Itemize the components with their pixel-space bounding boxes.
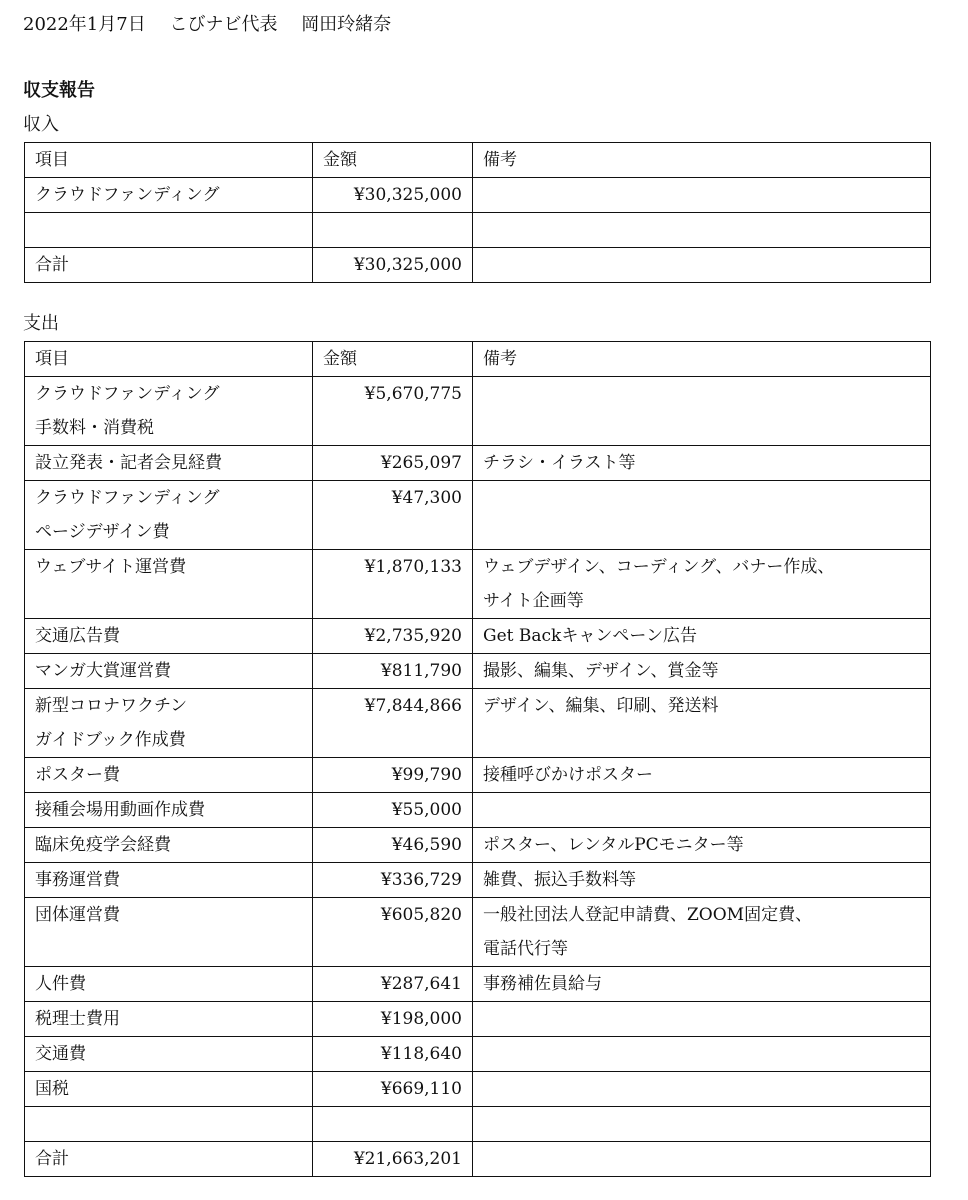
amount-cell-line: ¥47,300 — [391, 488, 462, 508]
item-cell-line: 手数料・消費税 — [35, 418, 154, 438]
amount-cell — [313, 446, 473, 481]
item-cell — [25, 654, 313, 689]
amount-cell — [313, 654, 473, 689]
note-cell-line: ポスター、レンタルPCモニター等 — [483, 835, 744, 855]
table-row — [25, 1002, 931, 1037]
table-row — [25, 481, 931, 550]
column-header-label: 備考 — [483, 150, 517, 170]
expense-table — [24, 341, 931, 1177]
note-cell-line — [483, 411, 920, 445]
item-cell — [25, 793, 313, 828]
report-title: 収支報告 — [23, 80, 95, 101]
expense-column-header — [313, 342, 473, 377]
note-cell-line — [483, 1107, 920, 1141]
table-row — [25, 967, 931, 1002]
table-row — [25, 446, 931, 481]
expense-column-header — [473, 342, 931, 377]
note-cell — [473, 1142, 931, 1177]
item-cell-line: ガイドブック作成費 — [35, 730, 186, 750]
note-cell-line — [483, 377, 920, 411]
table-row — [25, 213, 931, 248]
table-row — [25, 654, 931, 689]
item-cell — [25, 550, 313, 619]
table-row — [25, 1107, 931, 1142]
column-header-label: 金額 — [323, 150, 357, 170]
note-cell-line — [483, 481, 920, 515]
amount-cell — [313, 1002, 473, 1037]
table-row — [25, 550, 931, 619]
expense-column-header — [25, 342, 313, 377]
item-cell-line: 臨床免疫学会経費 — [35, 835, 171, 855]
item-cell — [25, 828, 313, 863]
table-row — [25, 863, 931, 898]
item-cell-line: 人件費 — [35, 974, 86, 994]
amount-cell-line: ¥5,670,775 — [364, 384, 462, 404]
amount-cell — [313, 248, 473, 283]
income-column-header — [25, 143, 313, 178]
item-cell-line: 団体運営費 — [35, 905, 120, 925]
note-cell-line: 電話代行等 — [483, 939, 568, 959]
organization-title: こびナビ代表 — [169, 14, 278, 35]
note-cell — [473, 898, 931, 967]
item-cell-line: 交通広告費 — [35, 626, 120, 646]
amount-cell-line — [323, 584, 462, 618]
amount-cell-line: ¥46,590 — [391, 835, 462, 855]
note-cell-line — [483, 1037, 920, 1071]
item-cell-line: 税理士費用 — [35, 1009, 120, 1029]
item-cell — [25, 689, 313, 758]
item-cell — [25, 213, 313, 248]
amount-cell-line: ¥265,097 — [380, 453, 462, 473]
column-header-label: 項目 — [35, 349, 69, 369]
note-cell — [473, 863, 931, 898]
amount-cell — [313, 793, 473, 828]
item-cell — [25, 1002, 313, 1037]
income-column-header — [473, 143, 931, 178]
note-cell — [473, 377, 931, 446]
table-row — [25, 828, 931, 863]
item-cell — [25, 446, 313, 481]
amount-cell-line: ¥30,325,000 — [353, 255, 462, 275]
income-table — [24, 142, 931, 283]
amount-cell-line: ¥30,325,000 — [353, 185, 462, 205]
item-cell — [25, 1072, 313, 1107]
amount-cell-line: ¥21,663,201 — [353, 1149, 462, 1169]
amount-cell-line: ¥605,820 — [380, 905, 462, 925]
income-section-title: 収入 — [23, 114, 59, 135]
item-cell — [25, 619, 313, 654]
expense-section-title: 支出 — [23, 313, 59, 334]
amount-cell — [313, 550, 473, 619]
item-cell-line: ウェブサイト運営費 — [35, 557, 187, 577]
amount-cell — [313, 967, 473, 1002]
representative-name: 岡田玲緒奈 — [301, 14, 392, 35]
item-cell — [25, 377, 313, 446]
amount-cell — [313, 1072, 473, 1107]
note-cell — [473, 481, 931, 550]
item-cell-line — [35, 213, 302, 247]
amount-cell — [313, 481, 473, 550]
amount-cell — [313, 1142, 473, 1177]
note-cell-line: 接種呼びかけポスター — [483, 765, 653, 785]
item-cell-line: 合計 — [35, 255, 69, 275]
note-cell-line — [483, 723, 920, 757]
amount-cell-line: ¥7,844,866 — [364, 696, 462, 716]
table-row — [25, 377, 931, 446]
table-row — [25, 758, 931, 793]
item-cell — [25, 967, 313, 1002]
note-cell — [473, 550, 931, 619]
note-cell — [473, 1002, 931, 1037]
income-column-header — [313, 143, 473, 178]
amount-cell — [313, 758, 473, 793]
item-cell-line: 国税 — [35, 1079, 69, 1099]
table-row — [25, 793, 931, 828]
note-cell — [473, 1037, 931, 1072]
item-cell — [25, 898, 313, 967]
item-cell-line: 接種会場用動画作成費 — [35, 800, 205, 820]
item-cell — [25, 758, 313, 793]
column-header-label: 項目 — [35, 150, 69, 170]
table-row — [25, 689, 931, 758]
note-cell-line — [483, 1142, 920, 1176]
item-cell — [25, 248, 313, 283]
document-header — [23, 12, 409, 38]
column-header-label: 金額 — [323, 349, 357, 369]
amount-cell-line: ¥669,110 — [380, 1079, 462, 1099]
table-row — [25, 178, 931, 213]
amount-cell — [313, 689, 473, 758]
amount-cell-line — [323, 515, 462, 549]
note-cell-line: 一般社団法人登記申請費、ZOOM固定費、 — [483, 905, 813, 925]
item-cell-line: 新型コロナワクチン — [35, 696, 188, 716]
note-cell-line: 撮影、編集、デザイン、賞金等 — [483, 661, 719, 681]
amount-cell — [313, 828, 473, 863]
item-cell-line: マンガ大賞運営費 — [35, 661, 171, 681]
item-cell-line — [35, 584, 302, 618]
item-cell — [25, 863, 313, 898]
note-cell-line — [483, 178, 920, 212]
amount-cell — [313, 898, 473, 967]
note-cell — [473, 689, 931, 758]
note-cell-line: デザイン、編集、印刷、発送料 — [483, 696, 719, 716]
item-cell-line: 交通費 — [35, 1044, 86, 1064]
expense-header-row — [25, 342, 931, 377]
item-cell-line: クラウドファンディング — [35, 488, 220, 508]
amount-cell-line — [323, 411, 462, 445]
note-cell — [473, 248, 931, 283]
column-header-label: 備考 — [483, 349, 517, 369]
note-cell — [473, 654, 931, 689]
amount-cell-line: ¥55,000 — [391, 800, 462, 820]
amount-cell — [313, 377, 473, 446]
note-cell-line — [483, 793, 920, 827]
note-cell-line — [483, 248, 920, 282]
note-cell — [473, 758, 931, 793]
amount-cell-line — [323, 723, 462, 757]
amount-cell — [313, 863, 473, 898]
amount-cell — [313, 178, 473, 213]
amount-cell — [313, 1037, 473, 1072]
item-cell-line — [35, 932, 302, 966]
item-cell — [25, 1107, 313, 1142]
item-cell-line: クラウドファンディング — [35, 185, 220, 205]
table-row — [25, 1037, 931, 1072]
amount-cell — [313, 213, 473, 248]
item-cell — [25, 1142, 313, 1177]
note-cell-line: ウェブデザイン、コーディング、バナー作成、 — [483, 557, 835, 577]
note-cell-line: Get Backキャンペーン広告 — [483, 626, 697, 646]
amount-cell-line — [323, 932, 462, 966]
note-cell-line — [483, 515, 920, 549]
note-cell-line — [483, 1072, 920, 1106]
note-cell — [473, 967, 931, 1002]
item-cell-line: 設立発表・記者会見経費 — [35, 453, 222, 473]
table-row — [25, 898, 931, 967]
note-cell-line — [483, 213, 920, 247]
note-cell-line: サイト企画等 — [483, 591, 584, 611]
item-cell-line — [35, 1107, 302, 1141]
note-cell — [473, 619, 931, 654]
item-cell-line: 合計 — [35, 1149, 69, 1169]
amount-cell-line: ¥198,000 — [380, 1009, 462, 1029]
item-cell-line: 事務運営費 — [35, 870, 120, 890]
amount-cell-line: ¥1,870,133 — [364, 557, 462, 577]
amount-cell-line: ¥811,790 — [380, 661, 462, 681]
amount-cell-line: ¥118,640 — [380, 1044, 462, 1064]
item-cell — [25, 481, 313, 550]
table-row — [25, 619, 931, 654]
amount-cell-line: ¥336,729 — [380, 870, 462, 890]
report-date: 2022年1月7日 — [23, 14, 146, 35]
table-row — [25, 1142, 931, 1177]
note-cell — [473, 828, 931, 863]
amount-cell-line — [323, 213, 462, 247]
note-cell — [473, 1107, 931, 1142]
item-cell-line: ページデザイン費 — [35, 522, 170, 542]
item-cell-line: クラウドファンディング — [35, 384, 220, 404]
income-header-row — [25, 143, 931, 178]
note-cell — [473, 213, 931, 248]
item-cell — [25, 178, 313, 213]
note-cell — [473, 793, 931, 828]
table-row — [25, 1072, 931, 1107]
note-cell — [473, 446, 931, 481]
amount-cell-line: ¥287,641 — [380, 974, 462, 994]
amount-cell-line — [323, 1107, 462, 1141]
amount-cell-line: ¥2,735,920 — [364, 626, 462, 646]
amount-cell — [313, 619, 473, 654]
item-cell-line: ポスター費 — [35, 765, 120, 785]
note-cell — [473, 178, 931, 213]
note-cell — [473, 1072, 931, 1107]
note-cell-line: 事務補佐員給与 — [483, 974, 602, 994]
note-cell-line: チラシ・イラスト等 — [483, 453, 636, 473]
table-row — [25, 248, 931, 283]
note-cell-line: 雑費、振込手数料等 — [483, 870, 636, 890]
amount-cell — [313, 1107, 473, 1142]
note-cell-line — [483, 1002, 920, 1036]
amount-cell-line: ¥99,790 — [391, 765, 462, 785]
item-cell — [25, 1037, 313, 1072]
